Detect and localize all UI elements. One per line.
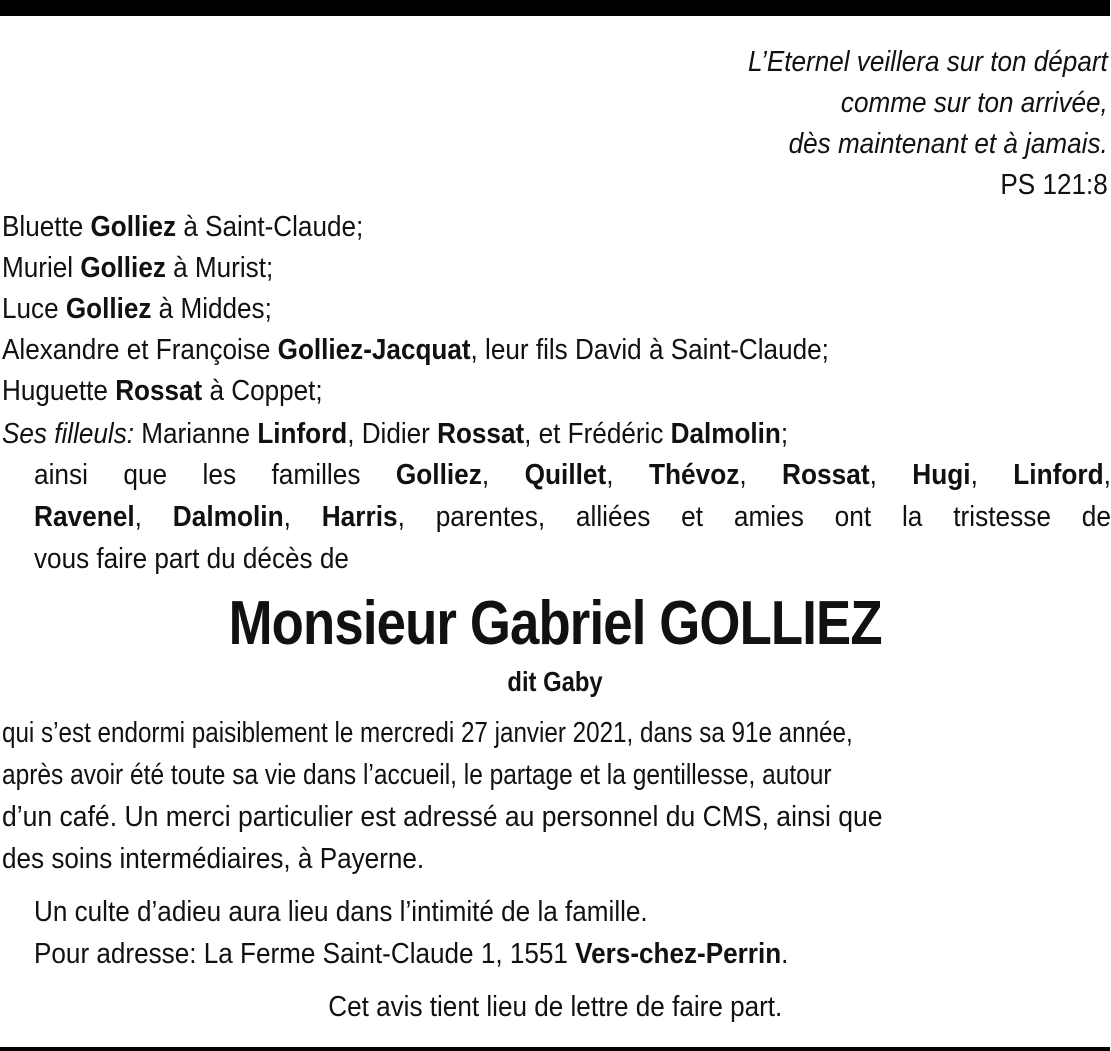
verse-reference: PS 121:8 [1000,169,1108,201]
verse-line: L’Eternel veillera sur ton départ [748,46,1108,78]
closing-note: Cet avis tient lieu de lettre de faire part. [327,991,783,1023]
address-line: Pour adresse: La Ferme Saint-Claude 1, 1551 Vers-chez-Perrin. [34,938,789,970]
text-line: qui s’est endormi paisiblement le mercredi 27 janvier 2021, dans sa 91e année, [2,717,853,749]
text-line: après avoir été toute sa vie dans l’accueil, le partage et la gentillesse, autour [2,759,832,791]
deceased-name: Monsieur Gabriel GOLLIEZ [228,589,882,658]
families-line-3: vous faire part du décès de [34,543,349,575]
top-border [0,0,1110,16]
text-line: des soins intermédiaires, à Payerne. [2,843,425,875]
family-member: Muriel Golliez à Murist; [2,252,274,284]
families-line-1: ainsi que les familles Golliez, Quillet, Thévoz, Rossat, Hugi, Linford, [34,459,1111,491]
family-member: Luce Golliez à Middes; [2,293,272,325]
families-line-2: Ravenel, Dalmolin, Harris, parentes, alliées et amies ont la tristesse de [34,501,1111,533]
text-line: d’un café. Un merci particulier est adressé au personnel du CMS, ainsi que [2,801,883,833]
deceased-nickname: dit Gaby [507,666,603,697]
bible-verse [708,42,1108,206]
godchildren-line: Ses filleuls: Marianne Linford, Didier Rossat, et Frédéric Dalmolin; [2,418,789,450]
bottom-border [0,1047,1110,1051]
family-member: Bluette Golliez à Saint-Claude; [2,211,364,243]
family-member: Alexandre et Françoise Golliez-Jacquat, leur fils David à Saint-Claude; [2,334,829,366]
verse-line: dès maintenant et à jamais. [788,128,1108,160]
family-member: Huguette Rossat à Coppet; [2,375,323,407]
verse-line: comme sur ton arrivée, [841,87,1108,119]
service-info: Un culte d’adieu aura lieu dans l’intimité de la famille. [34,896,648,928]
